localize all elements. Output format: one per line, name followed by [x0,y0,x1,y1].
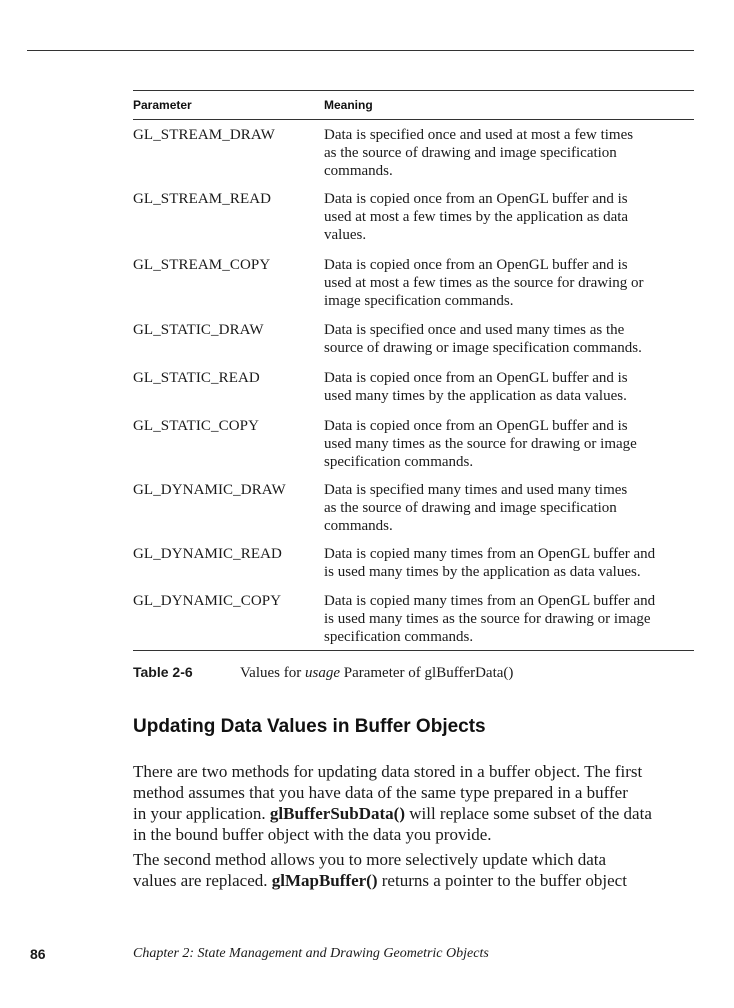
table-row [133,321,694,369]
paragraph-text: in your application. [133,804,270,823]
page-number: 86 [30,946,46,962]
caption-text-end: Parameter of glBufferData() [339,665,514,681]
table-row [133,369,694,417]
meaning-line: Data is specified once and used at most a few times [324,127,634,143]
parameter-cell: GL_DYNAMIC_READ [133,546,282,562]
usage-parameter-table [133,90,694,651]
meaning-cell [324,321,694,357]
meaning-line: Data is copied many times from an OpenGL buffer and [324,593,656,609]
meaning-line: Data is copied once from an OpenGL buffer and is [324,257,628,273]
paragraph-line: method assumes that you have data of the same type prepared in a buffer [133,783,628,802]
function-name: glMapBuffer() [271,871,378,890]
meaning-line: commands. [324,518,393,534]
meaning-line: used many times as the source for drawing or image [324,436,637,452]
meaning-cell [324,417,694,471]
table-row [133,190,694,256]
caption-italic: usage [304,665,340,681]
meaning-line: used at most a few times by the application as data [324,209,629,225]
meaning-line: is used many times as the source for drawing or image [324,611,651,627]
paragraph-text: values are replaced. [133,871,272,890]
table-caption [133,664,513,682]
parameter-cell: GL_DYNAMIC_COPY [133,593,282,609]
meaning-cell [324,592,694,646]
table-row [133,417,694,481]
meaning-line: Data is specified once and used many times as the [324,322,625,338]
header-meaning: Meaning [324,98,373,112]
parameter-cell: GL_STREAM_COPY [133,257,271,273]
meaning-cell [324,369,694,405]
meaning-line: used many times by the application as data values. [324,388,627,404]
meaning-line: Data is copied many times from an OpenGL buffer and [324,546,656,562]
caption-text: Values for [240,665,305,681]
meaning-cell [324,481,694,535]
paragraph-line [133,803,698,824]
table-row [133,592,694,650]
paragraph-line [133,870,698,891]
paragraph-line: in the bound buffer object with the data you provide. [133,825,492,844]
caption-label: Table 2-6 [133,664,193,680]
table-bottom-rule [133,650,694,651]
parameter-cell: GL_STATIC_COPY [133,418,260,434]
table-row [133,481,694,545]
meaning-line: is used many times by the application as data values. [324,564,641,580]
meaning-cell [324,190,694,244]
meaning-line: Data is copied once from an OpenGL buffer and is [324,191,628,207]
paragraph-text: will replace some subset of the data [404,804,652,823]
parameter-cell: GL_STATIC_READ [133,370,260,386]
meaning-cell [324,256,694,310]
meaning-line: Data is copied once from an OpenGL buffer and is [324,370,628,386]
meaning-line: specification commands. [324,629,474,645]
header-parameter: Parameter [133,98,192,112]
table-row [133,545,694,592]
meaning-line: values. [324,227,367,243]
top-rule [27,50,694,51]
paragraph [133,849,698,891]
section-heading: Updating Data Values in Buffer Objects [133,716,486,737]
meaning-line: image specification commands. [324,293,514,309]
meaning-line: Data is copied once from an OpenGL buffer and is [324,418,628,434]
parameter-cell: GL_DYNAMIC_DRAW [133,482,286,498]
table-row [133,256,694,321]
parameter-cell: GL_STREAM_READ [133,191,272,207]
meaning-cell [324,126,694,180]
table-header [133,91,694,119]
meaning-line: specification commands. [324,454,474,470]
meaning-cell [324,545,694,581]
meaning-line: commands. [324,163,393,179]
table-body [133,120,694,650]
paragraph-line: There are two methods for updating data stored in a buffer object. The first [133,762,643,781]
paragraph-line: The second method allows you to more selectively update which data [133,850,607,869]
parameter-cell: GL_STATIC_DRAW [133,322,264,338]
paragraph [133,761,698,845]
running-footer: Chapter 2: State Management and Drawing Geometric Objects [133,946,489,961]
meaning-line: source of drawing or image specification commands. [324,340,642,356]
table-row [133,126,694,190]
meaning-line: used at most a few times as the source for drawing or [324,275,644,291]
parameter-cell: GL_STREAM_DRAW [133,127,275,143]
meaning-line: Data is specified many times and used many times [324,482,628,498]
meaning-line: as the source of drawing and image specification [324,500,617,516]
paragraph-text: returns a pointer to the buffer object [377,871,627,890]
meaning-line: as the source of drawing and image specification [324,145,617,161]
function-name: glBufferSubData() [269,804,405,823]
